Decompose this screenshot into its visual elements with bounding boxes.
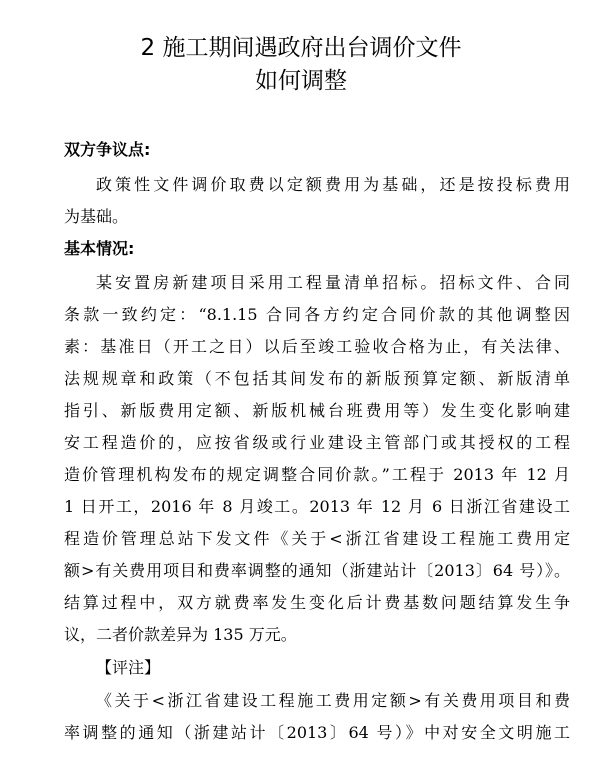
paragraph-line: 造价管理机构发布的规定调整合同价款。”工程于 2013 年 12 月 [64, 465, 570, 484]
document-title-line-2: 如何调整 [255, 68, 347, 94]
paragraph-line: 结算过程中，双方就费率发生变化后计费基数问题结算发生争 [64, 593, 570, 612]
paragraph-line: 素：基准日（开工之日）以后至竣工验收合格为止，有关法律、 [64, 337, 570, 356]
paragraph-line: 为基础。 [64, 207, 129, 226]
basic-situation-heading: 基本情况: [64, 239, 135, 258]
paragraph-line: 某安置房新建项目采用工程量清单招标。招标文件、合同 [96, 273, 570, 292]
paragraph-line: 议，二者价款差异为 135 万元。 [64, 625, 297, 644]
paragraph-line: 指引、新版费用定额、新版机械台班费用等）发生变化影响建 [64, 401, 570, 420]
paragraph-line: 安工程造价的，应按省级或行业建设主管部门或其授权的工程 [64, 433, 570, 452]
paragraph-line: 率调整的通知（浙建站计〔2013〕64 号）》中对安全文明施工 [64, 723, 570, 742]
document-title-line-1: 2 施工期间遇政府出台调价文件 [140, 35, 462, 61]
paragraph-line: 《关于<浙江省建设工程施工费用定额>有关费用项目和费 [96, 691, 570, 710]
dispute-points-heading: 双方争议点: [64, 140, 151, 159]
paragraph-line: 条款一致约定：“8.1.15 合同各方约定合同价款的其他调整因 [64, 305, 570, 324]
paragraph-line: 程造价管理总站下发文件《关于<浙江省建设工程施工费用定 [64, 529, 570, 548]
paragraph-line: 政策性文件调价取费以定额费用为基础，还是按投标费用 [96, 175, 570, 194]
paragraph-line: 额>有关费用项目和费率调整的通知（浙建站计〔2013〕64 号）》。 [64, 561, 570, 580]
commentary-heading: 【评注】 [96, 658, 161, 677]
paragraph-line: 法规规章和政策（不包括其间发布的新版预算定额、新版清单 [64, 369, 570, 388]
paragraph-line: 1 日开工，2016 年 8 月竣工。2013 年 12 月 6 日浙江省建设工 [64, 497, 570, 516]
